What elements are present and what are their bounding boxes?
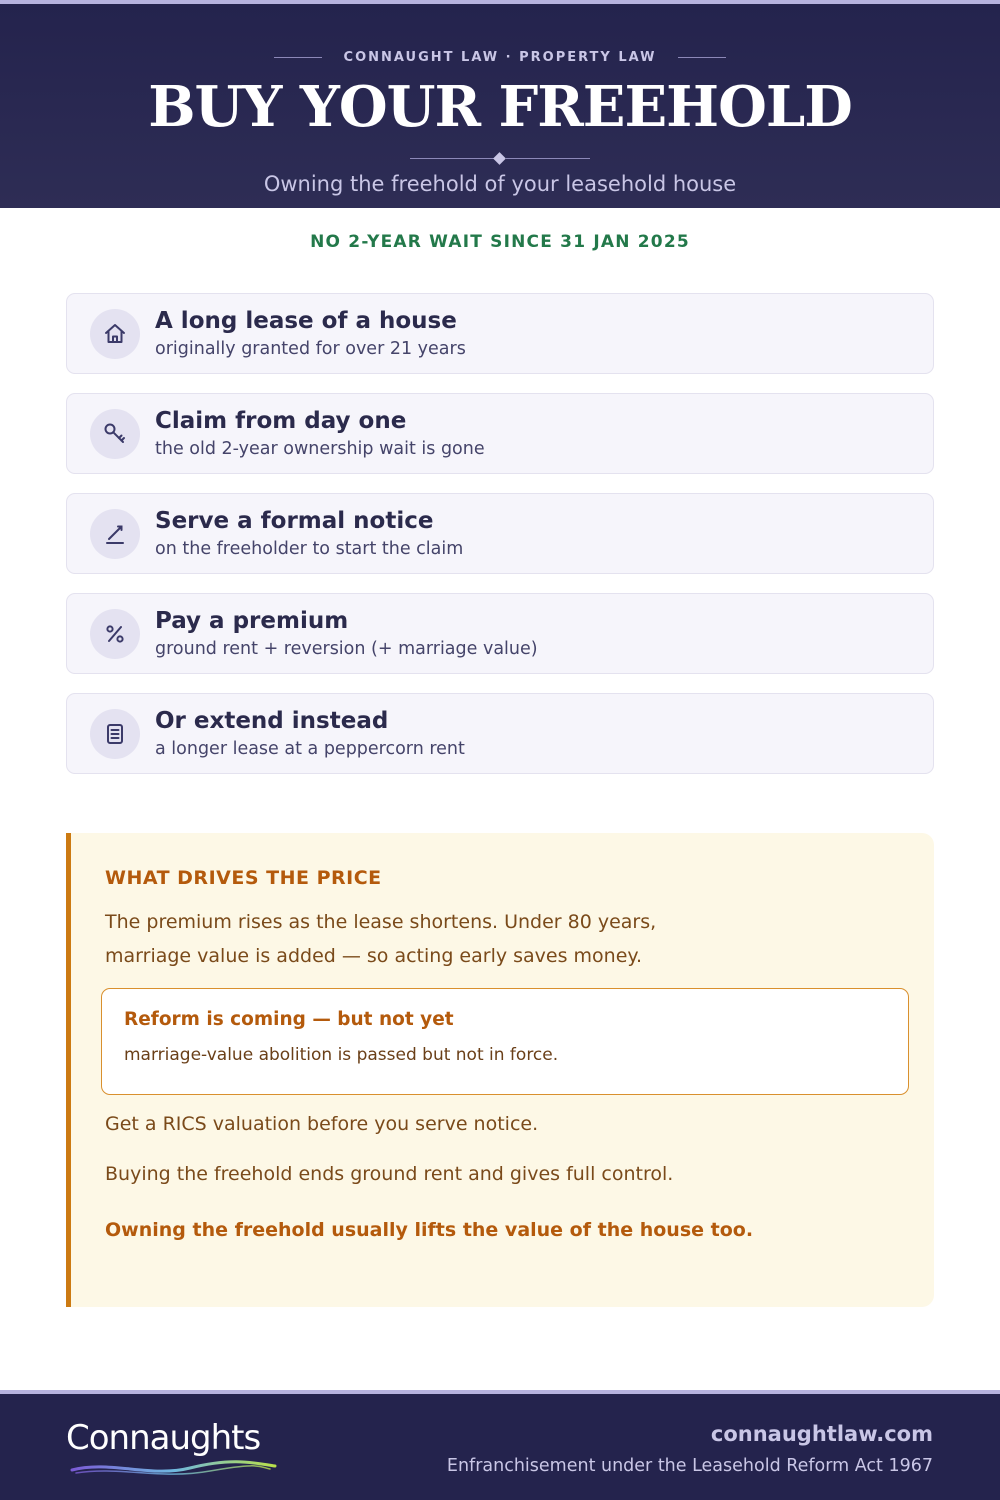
price-callout — [66, 833, 934, 1307]
diamond-icon — [493, 152, 506, 165]
logo-swoosh-icon — [70, 1458, 280, 1478]
step-title: Pay a premium — [155, 608, 349, 634]
pen-icon — [90, 509, 140, 559]
step-title: Or extend instead — [155, 708, 389, 734]
price-tip: Get a RICS valuation before you serve notice. — [105, 1113, 539, 1135]
reform-text: marriage-value abolition is passed but not in force. — [124, 1045, 559, 1065]
eyebrow: CONNAUGHT LAW · PROPERTY LAW — [343, 50, 657, 65]
footer — [0, 1390, 1000, 1500]
step-title: Serve a formal notice — [155, 508, 434, 534]
reform-title: Reform is coming — but not yet — [124, 1009, 454, 1030]
document-icon — [90, 709, 140, 759]
price-heading: WHAT DRIVES THE PRICE — [105, 867, 382, 889]
brand-logo[interactable] — [66, 1418, 296, 1478]
step-text: ground rent + reversion (+ marriage value) — [155, 639, 538, 659]
header — [0, 0, 1000, 208]
price-description-line: marriage value is added — so acting early saves money. — [105, 945, 642, 967]
step-card-house — [66, 293, 934, 374]
price-description-line: The premium rises as the lease shortens. Under 80 years, — [105, 911, 657, 933]
percent-icon — [90, 609, 140, 659]
step-card-notice — [66, 493, 934, 574]
page-subtitle: Owning the freehold of your leasehold house — [263, 172, 737, 196]
eyebrow-rule-right — [678, 57, 726, 58]
announcement-banner: NO 2-YEAR WAIT SINCE 31 JAN 2025 — [310, 232, 690, 252]
step-card-key — [66, 393, 934, 474]
website-link[interactable]: connaughtlaw.com — [710, 1422, 933, 1446]
eyebrow-rule-left — [274, 57, 322, 58]
step-title: A long lease of a house — [155, 308, 457, 334]
price-description — [105, 905, 825, 973]
step-title: Claim from day one — [155, 408, 407, 434]
eyebrow-row — [0, 50, 1000, 65]
house-icon — [90, 309, 140, 359]
page-title: BUY YOUR FREEHOLD — [148, 74, 852, 140]
step-text: a longer lease at a peppercorn rent — [155, 739, 465, 759]
step-text: on the freeholder to start the claim — [155, 539, 464, 559]
key-icon — [90, 409, 140, 459]
logo-wordmark: Connaughts — [66, 1418, 261, 1458]
price-tip: Buying the freehold ends ground rent and gives full control. — [105, 1163, 674, 1185]
reform-notice — [101, 988, 909, 1095]
footer-note: Enfranchisement under the Leasehold Reform Act 1967 — [446, 1456, 933, 1476]
price-emphasis: Owning the freehold usually lifts the value of the house too. — [105, 1219, 754, 1241]
step-text: originally granted for over 21 years — [155, 339, 466, 359]
step-card-extend — [66, 693, 934, 774]
step-text: the old 2-year ownership wait is gone — [155, 439, 485, 459]
step-card-premium — [66, 593, 934, 674]
ornamental-divider — [410, 152, 590, 166]
